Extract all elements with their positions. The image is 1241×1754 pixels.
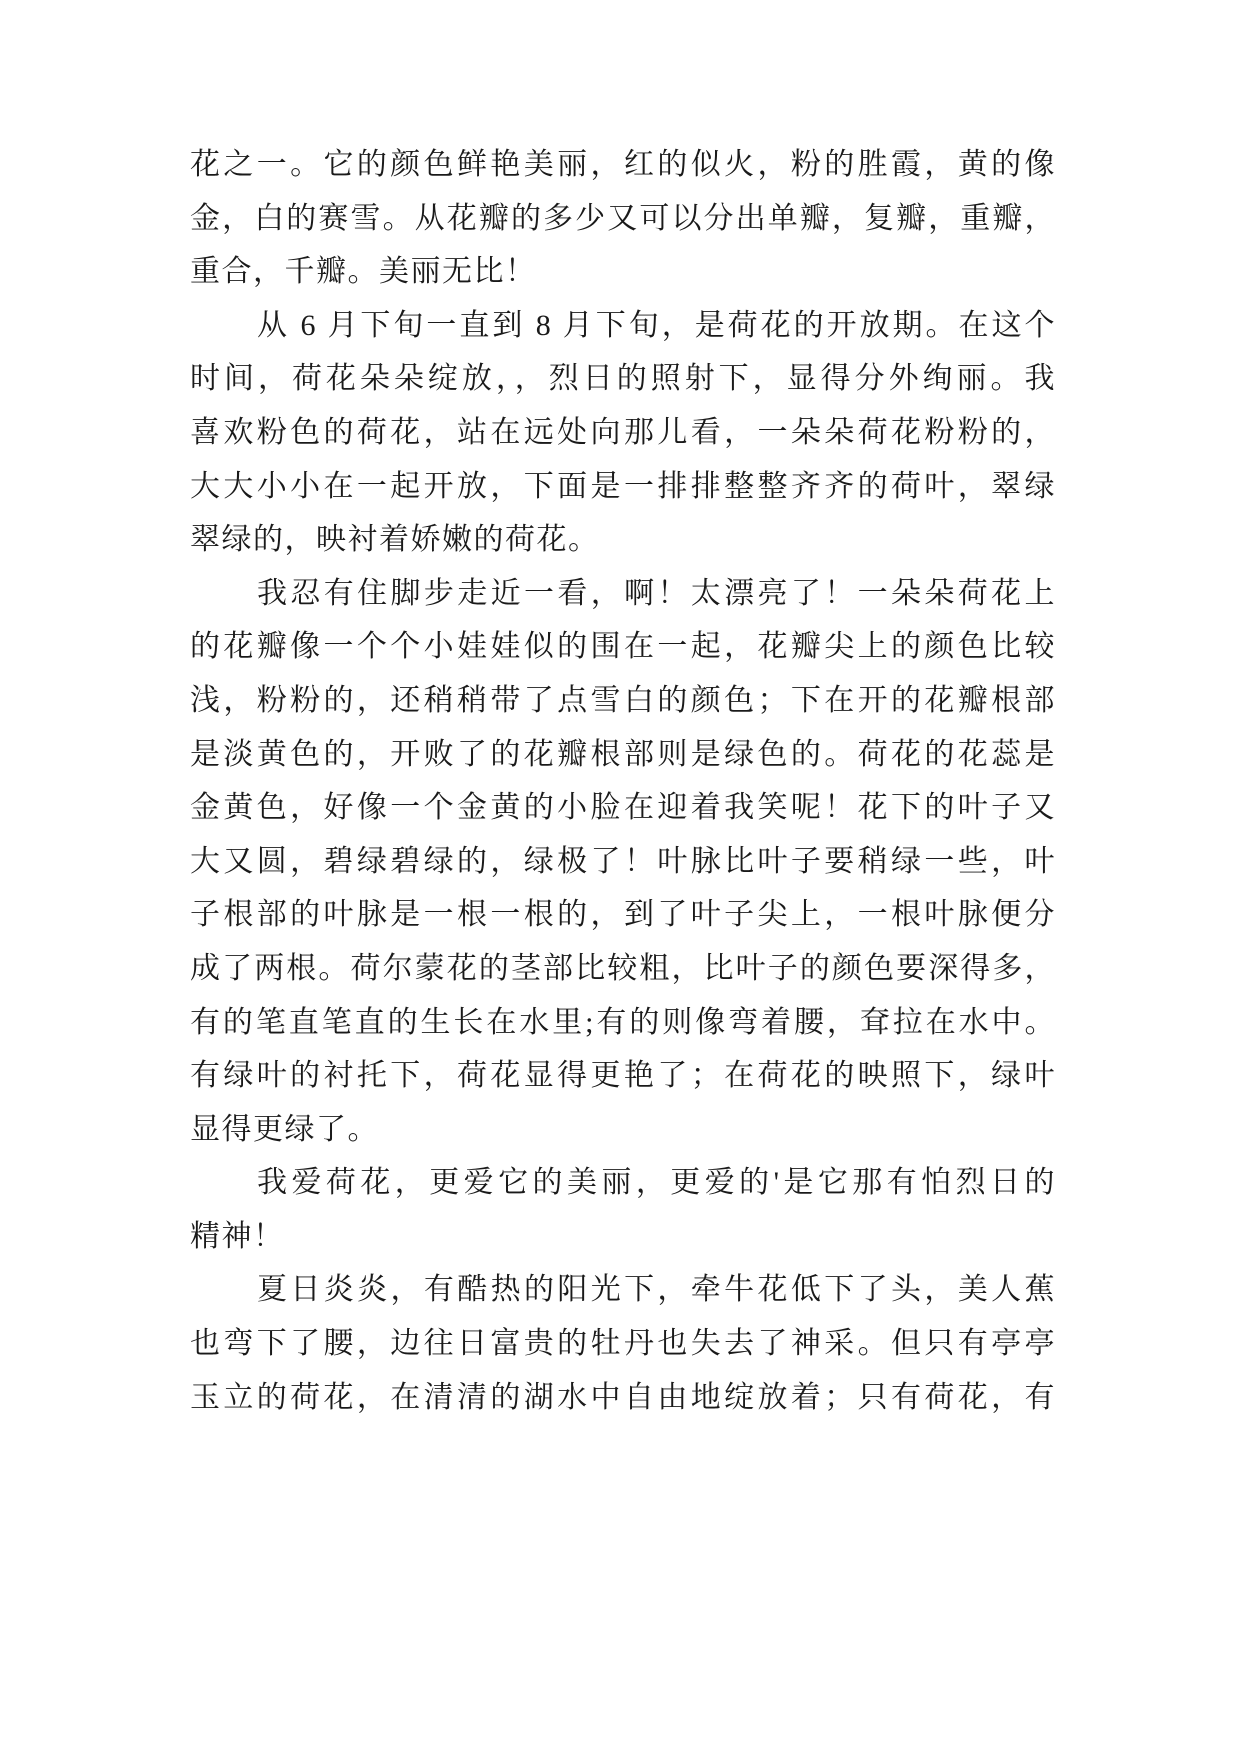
text-line: 喜欢粉色的荷花，站在远处向那儿看，一朵朵荷花粉粉的， [190, 415, 1056, 449]
text-line: 时间，荷花朵朵绽放，，烈日的照射下，显得分外绚丽。我 [190, 362, 1056, 396]
text-line: 子根部的叶脉是一根一根的，到了叶子尖上，一根叶脉便分 [190, 898, 1056, 932]
text-line: 重合，千瓣。美丽无比！ [190, 255, 537, 289]
text-line: 我忍有住脚步走近一看，啊！太漂亮了！一朵朵荷花上 [257, 576, 1056, 610]
paragraph [190, 138, 1056, 299]
text-line: 大大小小在一起开放，下面是一排排整整齐齐的荷叶，翠绿 [190, 469, 1056, 503]
text-line: 有绿叶的衬托下，荷花显得更艳了；在荷花的映照下，绿叶 [190, 1059, 1056, 1093]
text-line: 金，白的赛雪。从花瓣的多少又可以分出单瓣，复瓣，重瓣， [190, 201, 1056, 235]
text-line: 也弯下了腰，边往日富贵的牡丹也失去了神采。但只有亭亭 [190, 1327, 1056, 1361]
text-line: 的花瓣像一个个小娃娃似的围在一起，花瓣尖上的颜色比较 [190, 630, 1056, 664]
paragraph [190, 1263, 1056, 1424]
text-line: 金黄色，好像一个金黄的小脸在迎着我笑呢！花下的叶子又 [190, 791, 1056, 825]
text-line: 玉立的荷花，在清清的湖水中自由地绽放着；只有荷花，有 [190, 1380, 1056, 1414]
text-line: 是淡黄色的，开败了的花瓣根部则是绿色的。荷花的花蕊是 [190, 737, 1056, 771]
text-line: 成了两根。荷尔蒙花的茎部比较粗，比叶子的颜色要深得多， [190, 951, 1056, 985]
paragraph [190, 567, 1056, 1157]
text-line: 花之一。它的颜色鲜艳美丽，红的似火，粉的胜霞，黄的像 [190, 148, 1056, 181]
text-line: 从 6 月下旬一直到 8 月下旬，是荷花的开放期。在这个 [257, 308, 1056, 342]
paragraph [190, 299, 1056, 567]
text-line: 精神！ [190, 1219, 285, 1253]
text-line: 夏日炎炎，有酷热的阳光下，牵牛花低下了头，美人蕉 [257, 1273, 1056, 1307]
text-line: 翠绿的，映衬着娇嫩的荷花。 [190, 523, 600, 557]
text-line: 浅，粉粉的，还稍稍带了点雪白的颜色；下在开的花瓣根部 [190, 683, 1056, 717]
text-line: 显得更绿了。 [190, 1112, 379, 1146]
text-line: 大又圆，碧绿碧绿的，绿极了！叶脉比叶子要稍绿一些，叶 [190, 844, 1056, 878]
text-line: 我爱荷花，更爱它的美丽，更爱的'是它那有怕烈日的 [257, 1166, 1056, 1200]
text-line: 有的笔直笔直的生长在水里;有的则像弯着腰，耷拉在水中。 [190, 1005, 1056, 1039]
paragraph [190, 1156, 1056, 1263]
document-body [190, 138, 1056, 1424]
